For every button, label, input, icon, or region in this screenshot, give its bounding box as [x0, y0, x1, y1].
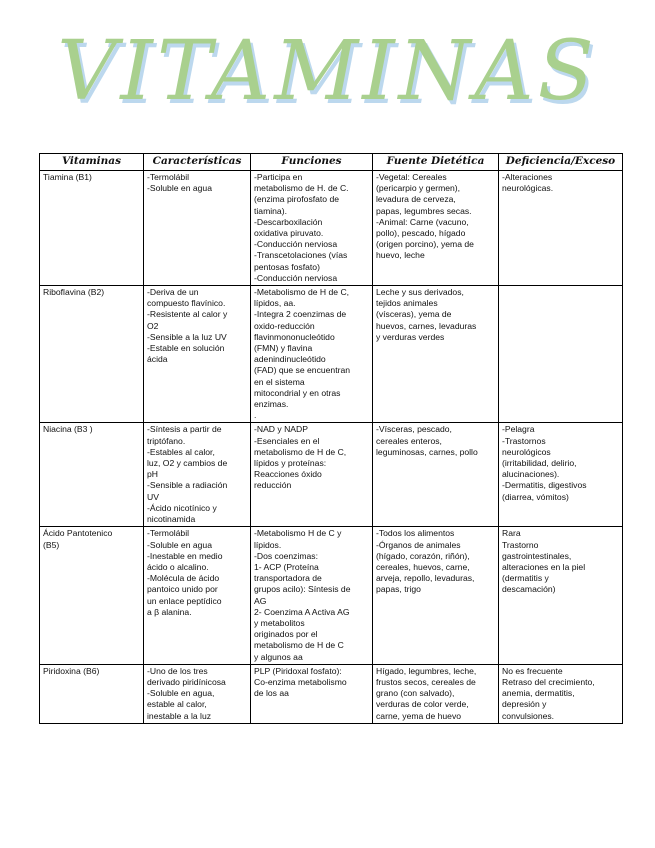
- text-line: Retraso del crecimiento,: [502, 676, 595, 687]
- text-line: transportadora de: [254, 573, 322, 584]
- text-line: a β alanina.: [147, 606, 192, 617]
- text-line: (FAD) que se encuentran: [254, 365, 351, 376]
- text-line: -Vísceras, pescado,: [376, 424, 452, 435]
- text-line: huevos, carnes, levaduras: [376, 320, 477, 331]
- text-line: No es frecuente: [502, 665, 563, 676]
- text-line: nicotinamida: [147, 514, 196, 525]
- text-line: -Inestable en medio: [147, 550, 223, 561]
- caracteristicas-cell: [144, 286, 251, 423]
- text-line: (vísceras), yema de: [376, 309, 452, 320]
- text-line: -Metabolismo H de C y: [254, 528, 342, 539]
- text-line: derivado piridínicosa: [147, 676, 226, 687]
- caracteristicas-cell: [144, 171, 251, 286]
- vitamin-name: Piridoxina (B6): [43, 665, 100, 676]
- text-line: Reacciones óxido: [254, 469, 322, 480]
- text-line: mitocondrial y en otras: [254, 387, 341, 398]
- text-line: un enlace peptídico: [147, 595, 222, 606]
- text-line: -Participa en: [254, 172, 303, 182]
- text-line: -Esenciales en el: [254, 435, 320, 446]
- table-row: [40, 664, 623, 723]
- text-line: -Órganos de animales: [376, 539, 461, 550]
- text-line: frustos secos, cereales de: [376, 676, 476, 687]
- text-line: adenindinucleótido: [254, 354, 326, 365]
- text-line: PLP (Piridoxal fosfato):: [254, 665, 342, 676]
- text-line: -Soluble en agua: [147, 539, 212, 550]
- text-line: pollo), pescado, hígado: [376, 228, 466, 239]
- text-line: ácido o alcalino.: [147, 561, 209, 572]
- vitamins-table: [39, 153, 623, 724]
- table-row: [40, 286, 623, 423]
- text-line: estable al calor,: [147, 699, 207, 710]
- text-line: O2: [147, 320, 159, 331]
- text-line: oxido-reducción: [254, 320, 315, 331]
- text-line: triptófano.: [147, 435, 186, 446]
- caracteristicas-cell: [144, 664, 251, 723]
- text-line: arveja, repollo, levaduras,: [376, 573, 475, 584]
- text-line: huevo, leche: [376, 250, 425, 261]
- text-line: y metabolitos: [254, 617, 305, 628]
- fuente-cell: [373, 423, 499, 527]
- text-line: AG: [254, 595, 267, 606]
- text-line: lípidos.: [254, 539, 282, 550]
- text-line: neurológicos: [502, 446, 551, 457]
- text-line: (enzima pirofosfato de: [254, 194, 340, 205]
- funciones-cell: [251, 171, 373, 286]
- text-line: metabolismo de H de C: [254, 640, 344, 651]
- text-line: -Vegetal: Cereales: [376, 172, 447, 182]
- fuente-cell: [373, 527, 499, 664]
- text-line: inestable a la luz: [147, 710, 212, 721]
- text-line: -Integra 2 coenzimas de: [254, 309, 347, 320]
- text-line: de los aa: [254, 688, 289, 699]
- text-line: enzimas.: [254, 399, 289, 410]
- text-line: metabolismo de H. de C.: [254, 183, 349, 194]
- text-line: -Todos los alimentos: [376, 528, 455, 539]
- fuente-cell: [373, 664, 499, 723]
- caracteristicas-cell: [144, 423, 251, 527]
- vitamin-name-cell: [40, 286, 144, 423]
- text-line: -Estable en solución: [147, 343, 225, 354]
- text-line: alucinaciones).: [502, 469, 560, 480]
- header-row: [40, 154, 623, 171]
- text-line: (FMN) y flavina: [254, 343, 313, 354]
- text-line: -Sensible a la luz UV: [147, 331, 227, 342]
- text-line: leguminosas, carnes, pollo: [376, 446, 478, 457]
- text-line: depresión y: [502, 699, 547, 710]
- text-line: -Trastornos: [502, 435, 546, 446]
- deficiencia-cell: [499, 286, 623, 423]
- text-line: UV: [147, 491, 159, 502]
- text-line: Rara: [502, 528, 521, 539]
- fuente-cell: [373, 171, 499, 286]
- text-line: -Sensible a radiación: [147, 480, 228, 491]
- text-line: -Deriva de un: [147, 287, 199, 298]
- text-line: luz, O2 y cambios de: [147, 458, 228, 469]
- text-line: pH: [147, 469, 158, 480]
- table-row: [40, 171, 623, 286]
- text-line: -Conducción nerviosa: [254, 272, 338, 283]
- text-line: pentosas fosfato): [254, 261, 320, 272]
- text-line: -Dermatitis, digestivos: [502, 480, 587, 491]
- text-line: -Termolábil: [147, 172, 190, 182]
- text-line: (origen porcino), yema de: [376, 239, 474, 250]
- text-line: y verduras verdes: [376, 331, 445, 342]
- text-line: Hígado, legumbres, leche,: [376, 665, 477, 676]
- text-line: levadura de cerveza,: [376, 194, 456, 205]
- text-line: -Molécula de ácido: [147, 573, 220, 584]
- vitamin-name: Ácido Pantotenico: [43, 528, 113, 539]
- text-line: metabolismo de H de C,: [254, 446, 347, 457]
- text-line: -NAD y NADP: [254, 424, 308, 435]
- text-line: papas, trigo: [376, 584, 421, 595]
- header-fuente: Fuente Dietética: [373, 154, 499, 171]
- text-line: Trastorno: [502, 539, 539, 550]
- text-line: neurológicas.: [502, 183, 554, 194]
- text-line: 1- ACP (Proteína: [254, 561, 319, 572]
- text-line: (dermatitis y: [502, 573, 549, 584]
- text-line: gastrointestinales,: [502, 550, 572, 561]
- table-row: [40, 527, 623, 664]
- text-line: -Pelagra: [502, 424, 535, 435]
- text-line: Leche y sus derivados,: [376, 287, 464, 298]
- text-line: ácida: [147, 354, 168, 365]
- funciones-cell: [251, 286, 373, 423]
- text-line: lípidos, aa.: [254, 298, 296, 309]
- funciones-cell: [251, 527, 373, 664]
- header-funciones: Funciones: [251, 154, 373, 171]
- text-line: compuesto flavínico.: [147, 298, 226, 309]
- text-line: descamación): [502, 584, 556, 595]
- text-line: (irritabilidad, delirio,: [502, 458, 577, 469]
- text-line: tiamina).: [254, 205, 287, 216]
- text-line: verduras de color verde,: [376, 699, 469, 710]
- text-line: alteraciones en la piel: [502, 561, 586, 572]
- page-title: VITAMINAS: [57, 24, 598, 119]
- text-line: .: [254, 410, 257, 421]
- text-line: -Dos coenzimas:: [254, 550, 318, 561]
- text-line: -Animal: Carne (vacuno,: [376, 216, 469, 227]
- text-line: -Uno de los tres: [147, 665, 208, 676]
- vitamin-name: Tiamina (B1): [43, 172, 92, 182]
- vitamin-name: (B5): [43, 539, 60, 550]
- text-line: cereales, huevos, carne,: [376, 561, 470, 572]
- text-line: y algunos aa: [254, 651, 303, 662]
- text-line: carne, yema de huevo: [376, 710, 462, 721]
- text-line: (hígado, corazón, riñón),: [376, 550, 470, 561]
- text-line: pantoico unido por: [147, 584, 218, 595]
- vitamin-name-cell: [40, 423, 144, 527]
- text-line: -Resistente al calor y: [147, 309, 228, 320]
- text-line: -Conducción nerviosa: [254, 239, 338, 250]
- text-line: reducción: [254, 480, 292, 491]
- table-row: [40, 423, 623, 527]
- text-line: en el sistema: [254, 376, 305, 387]
- text-line: -Síntesis a partir de: [147, 424, 222, 435]
- deficiencia-cell: [499, 423, 623, 527]
- text-line: tejidos animales: [376, 298, 438, 309]
- fuente-cell: [373, 286, 499, 423]
- text-line: -Soluble en agua,: [147, 688, 215, 699]
- text-line: (pericarpio y germen),: [376, 183, 461, 194]
- text-line: papas, legumbres secas.: [376, 205, 472, 216]
- header-deficiencia: Deficiencia/Exceso: [499, 154, 623, 171]
- text-line: convulsiones.: [502, 710, 555, 721]
- funciones-cell: [251, 423, 373, 527]
- text-line: -Transcetolaciones (vías: [254, 250, 348, 261]
- text-line: -Ácido nicotínico y: [147, 502, 217, 513]
- deficiencia-cell: [499, 527, 623, 664]
- text-line: (diarrea, vómitos): [502, 491, 569, 502]
- text-line: anemia, dermatitis,: [502, 688, 575, 699]
- deficiencia-cell: [499, 171, 623, 286]
- text-line: grupos acilo): Síntesis de: [254, 584, 351, 595]
- text-line: Co-enzima metabolismo: [254, 676, 347, 687]
- text-line: -Metabolismo de H de C,: [254, 287, 350, 298]
- vitamin-name: Riboflavina (B2): [43, 287, 105, 298]
- text-line: flavinmononucleótido: [254, 331, 335, 342]
- text-line: 2- Coenzima A Activa AG: [254, 606, 350, 617]
- text-line: -Soluble en agua: [147, 183, 212, 194]
- vitamin-name: Niacina (B3 ): [43, 424, 93, 435]
- text-line: -Descarboxilación: [254, 216, 323, 227]
- deficiencia-cell: [499, 664, 623, 723]
- text-line: originados por el: [254, 629, 318, 640]
- vitamin-name-cell: [40, 171, 144, 286]
- text-line: -Alteraciones: [502, 172, 553, 182]
- vitamin-name-cell: [40, 664, 144, 723]
- text-line: lípidos y proteínas:: [254, 458, 327, 469]
- vitamin-name-cell: [40, 527, 144, 664]
- text-line: cereales enteros,: [376, 435, 442, 446]
- text-line: -Termolábil: [147, 528, 190, 539]
- text-line: -Estables al calor,: [147, 446, 215, 457]
- header-caracteristicas: Características: [144, 154, 251, 171]
- text-line: grano (con salvado),: [376, 688, 455, 699]
- header-vitaminas: Vitaminas: [40, 154, 144, 171]
- funciones-cell: [251, 664, 373, 723]
- caracteristicas-cell: [144, 527, 251, 664]
- text-line: oxidativa piruvato.: [254, 228, 324, 239]
